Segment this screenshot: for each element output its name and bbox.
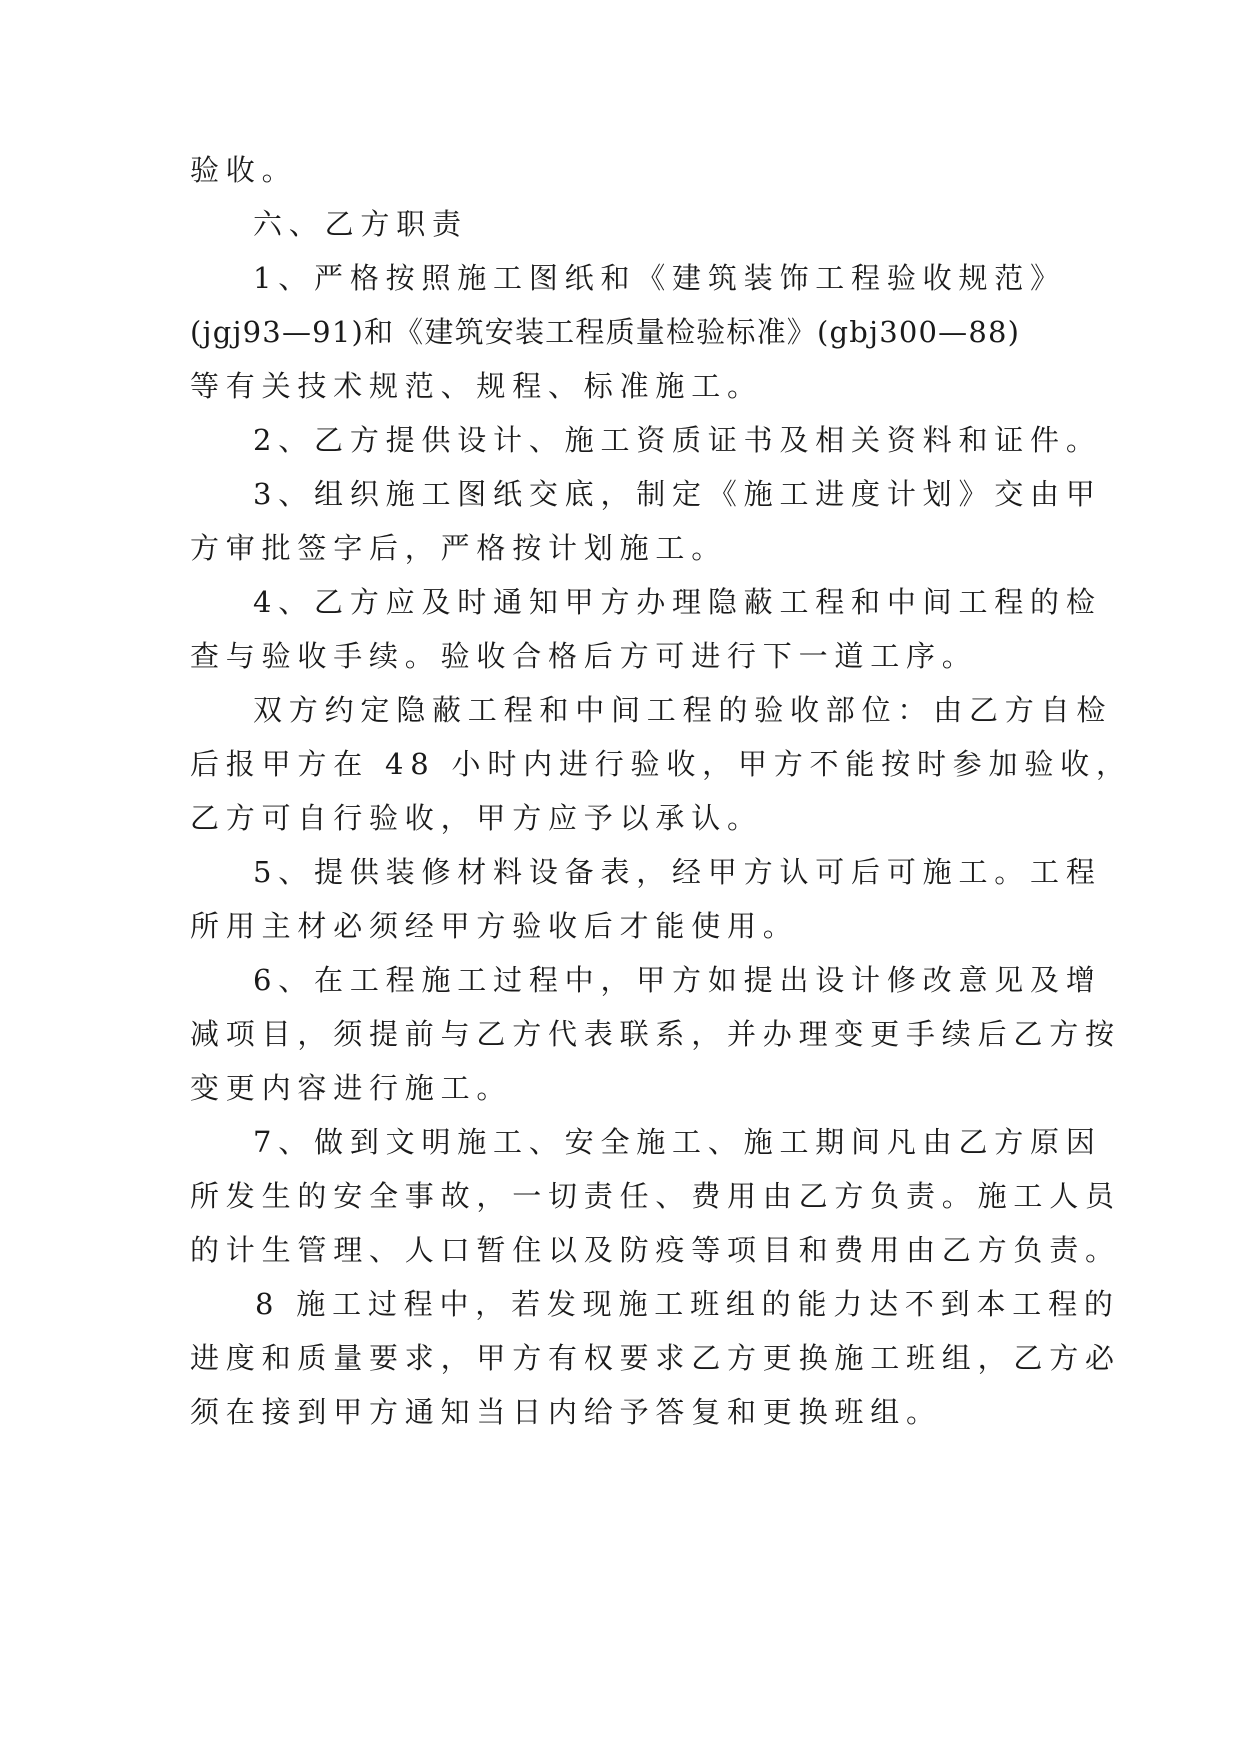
text-line: 的计生管理、人口暂住以及防疫等项目和费用由乙方负责。 — [190, 1233, 1121, 1267]
text-line: 7、做到文明施工、安全施工、施工期间凡由乙方原因 — [253, 1125, 1102, 1159]
section-heading: 六、乙方职责 — [253, 207, 468, 241]
text-line: (jgj93—91)和《建筑安装工程质量检验标准》(gbj300—88) — [190, 315, 1021, 349]
text-line: 双方约定隐蔽工程和中间工程的验收部位：由乙方自检 — [253, 693, 1113, 727]
text-line: 查与验收手续。验收合格后方可进行下一道工序。 — [190, 639, 978, 673]
text-line: 减项目，须提前与乙方代表联系，并办理变更手续后乙方按 — [190, 1017, 1121, 1051]
text-line: 所用主材必须经甲方验收后才能使用。 — [190, 909, 799, 943]
text-line: 验收。 — [190, 153, 298, 187]
text-line: 1、严格按照施工图纸和《建筑装饰工程验收规范》 — [253, 261, 1066, 295]
text-line: 6、在工程施工过程中，甲方如提出设计修改意见及增 — [253, 963, 1102, 997]
text-line: 须在接到甲方通知当日内给予答复和更换班组。 — [190, 1395, 942, 1429]
text-line: 等有关技术规范、规程、标准施工。 — [190, 369, 763, 403]
text-line: 方审批签字后，严格按计划施工。 — [190, 531, 728, 565]
text-line: 5、提供装修材料设备表，经甲方认可后可施工。工程 — [253, 855, 1102, 889]
text-line: 2、乙方提供设计、施工资质证书及相关资料和证件。 — [253, 423, 1102, 457]
text-line: 3、组织施工图纸交底，制定《施工进度计划》交由甲 — [253, 477, 1102, 511]
text-line: 变更内容进行施工。 — [190, 1071, 513, 1105]
text-line: 8 施工过程中，若发现施工班组的能力达不到本工程的 — [255, 1287, 1120, 1321]
text-line: 进度和质量要求，甲方有权要求乙方更换施工班组，乙方必 — [190, 1341, 1121, 1375]
text-line: 所发生的安全事故，一切责任、费用由乙方负责。施工人员 — [190, 1179, 1121, 1213]
text-line: 后报甲方在 48 小时内进行验收，甲方不能按时参加验收， — [190, 747, 1132, 781]
text-line: 乙方可自行验收，甲方应予以承认。 — [190, 801, 763, 835]
text-line: 4、乙方应及时通知甲方办理隐蔽工程和中间工程的检 — [253, 585, 1102, 619]
